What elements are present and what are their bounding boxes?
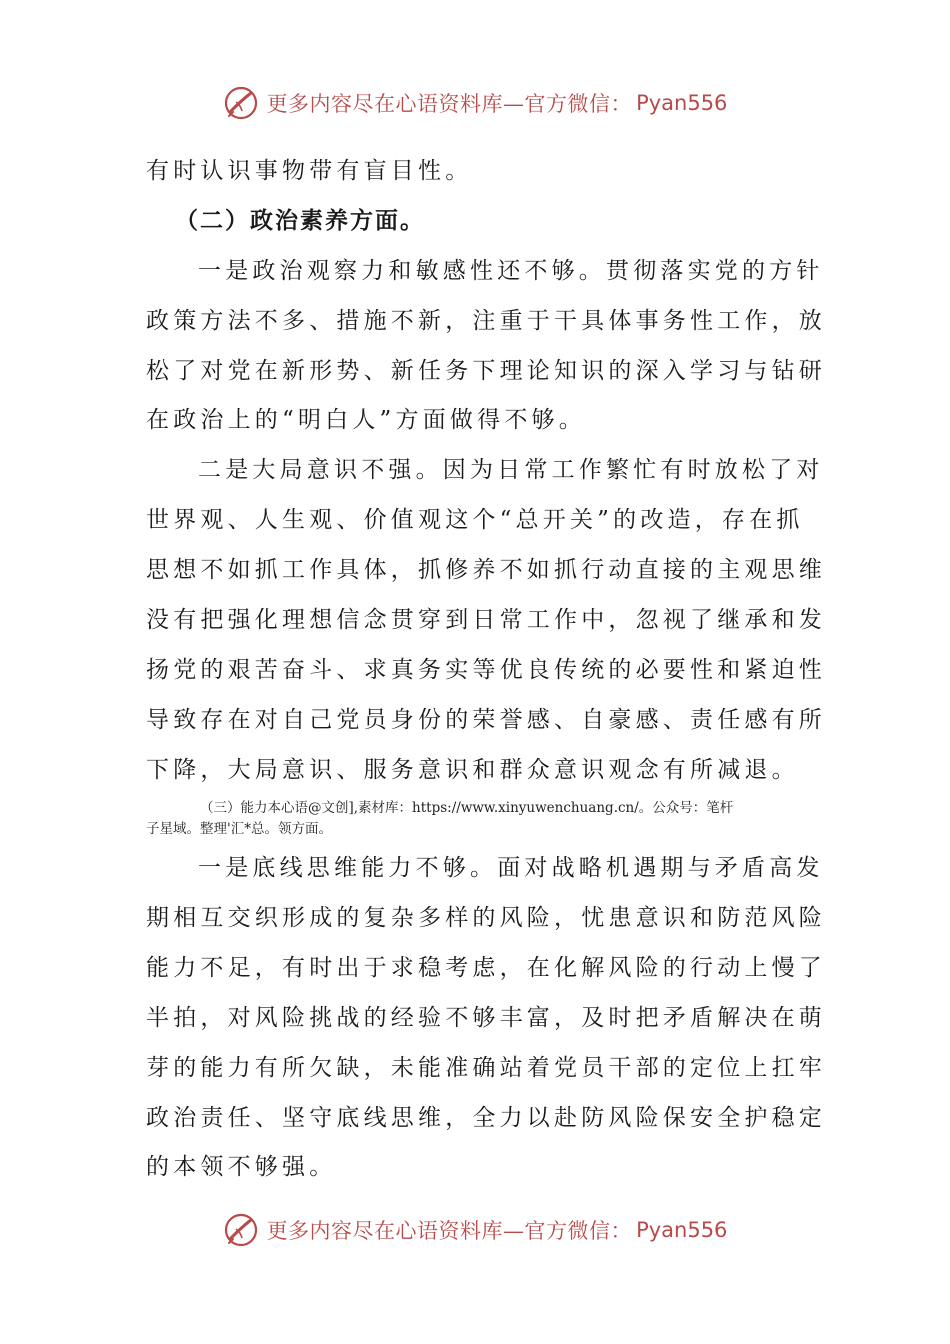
body-line: 能力不足，有时出于求稳考虑，在化解风险的行动上慢了 [146, 955, 826, 981]
watermark-text: 更多内容尽在心语资料库—官方微信： [266, 1219, 633, 1243]
body-line: 世界观、人生观、价值观这个“总开关”的改造，存在抓 [146, 507, 804, 533]
pen-logo-icon [223, 1212, 259, 1248]
body-line: 扬党的艰苦奋斗、求真务实等优良传统的必要性和紧迫性 [146, 657, 826, 683]
body-line: 半拍，对风险挑战的经验不够丰富，及时把矛盾解决在萌 [146, 1005, 826, 1031]
body-line: 下降，大局意识、服务意识和群众意识观念有所减退。 [146, 757, 799, 783]
body-line: 没有把强化理想信念贯穿到日常工作中，忽视了继承和发 [146, 607, 826, 633]
body-line: 期相互交织形成的复杂多样的风险，忧患意识和防范风险 [146, 905, 826, 931]
watermark-text: 更多内容尽在心语资料库—官方微信： [266, 92, 633, 116]
body-line: 导致存在对自己党员身份的荣誉感、自豪感、责任感有所 [146, 707, 826, 733]
watermark-footer [0, 1210, 950, 1250]
body-line: 芽的能力有所欠缺，未能准确站着党员干部的定位上扛牢 [146, 1055, 826, 1081]
body-line: 思想不如抓工作具体，抓修养不如抓行动直接的主观思维 [146, 557, 826, 583]
body-line: 一是底线思维能力不够。面对战略机遇期与矛盾高发 [198, 855, 824, 881]
watermark-wechat-id: Pyan556 [636, 1218, 728, 1242]
body-line: 政治责任、坚守底线思维，全力以赴防风险保安全护稳定 [146, 1105, 826, 1131]
section-heading: （二）政治素养方面。 [175, 207, 425, 234]
body-line: 有时认识事物带有盲目性。 [146, 158, 473, 184]
body-line: 松了对党在新形势、新任务下理论知识的深入学习与钻研 [146, 358, 826, 384]
body-line: 的本领不够强。 [146, 1154, 337, 1180]
inserted-note-line: 子星域。整理'汇*总。领方面。 [146, 821, 332, 837]
pen-logo-icon [223, 85, 259, 121]
body-line: 政策方法不多、措施不新，注重于干具体事务性工作，放 [146, 308, 826, 334]
watermark-wechat-id: Pyan556 [636, 91, 728, 115]
watermark-header [0, 83, 950, 123]
body-line: 在政治上的“明白人”方面做得不够。 [146, 407, 586, 433]
body-line: 二是大局意识不强。因为日常工作繁忙有时放松了对 [198, 457, 824, 483]
body-line: 一是政治观察力和敏感性还不够。贯彻落实党的方针 [198, 258, 824, 284]
inserted-note-line: （三）能力本心语@文创],素材库：https://www.xinyuwenchuang.cn/。公众号：笔杆 [200, 800, 734, 816]
